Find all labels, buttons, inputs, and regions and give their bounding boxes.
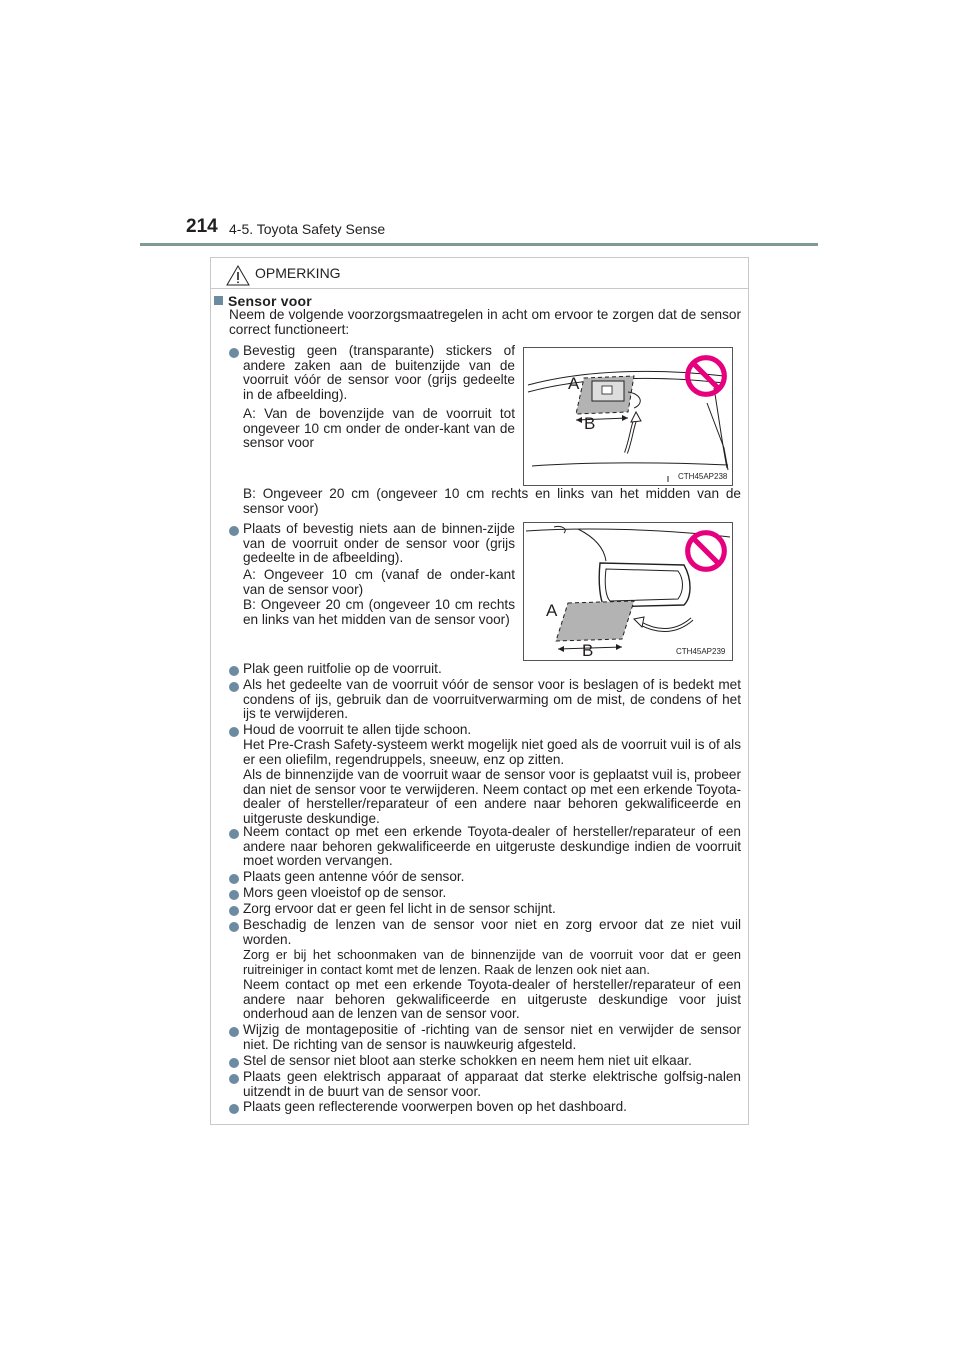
notice-title: OPMERKING — [255, 265, 341, 281]
bullet-dot — [229, 874, 239, 884]
bullet-text: Plaats geen antenne vóór de sensor. — [243, 869, 465, 884]
bullet-dot — [229, 1058, 239, 1068]
bullet-dot — [229, 1027, 239, 1037]
bullet-subtext: Neem contact op met een erkende Toyota-dealer of hersteller/reparateur of een andere naar behoren gekwalificeerde en uitgeruste deskundige voor juist onderhoud aan de lenzen van de sensor voor. — [243, 977, 741, 1022]
bullet-dot — [229, 906, 239, 916]
sensor-heading: Sensor voor — [228, 293, 312, 309]
bullet-dot — [229, 890, 239, 900]
bullet-sticker-b: B: Ongeveer 20 cm (ongeveer 10 cm rechts en links van het midden van de sensor voor) — [243, 486, 741, 516]
bullet-dot — [229, 1104, 239, 1114]
page-number: 214 — [186, 216, 218, 237]
prohibited-icon — [684, 529, 728, 573]
bullet-dot — [229, 526, 239, 536]
bullet-dot — [229, 1074, 239, 1084]
figure-code: CTH45AP239 — [676, 647, 726, 656]
bullet-inside-text: Plaats of bevestig niets aan de binnen-zijde van de voorruit onder de sensor voor (grijs gedeelte in de afbeelding). — [243, 521, 515, 566]
bullet-dot — [229, 682, 239, 692]
header-rule — [140, 243, 818, 246]
bullet-text: Plaats geen reflecterende voorwerpen boven op het dashboard. — [243, 1099, 627, 1114]
figure-label-a: A — [568, 374, 580, 393]
bullet-text: Plak geen ruitfolie op de voorruit. — [243, 661, 442, 676]
bullet-dot — [229, 829, 239, 839]
bullet-dot — [229, 666, 239, 676]
section-title: 4-5. Toyota Safety Sense — [229, 221, 386, 237]
notice-header — [211, 258, 748, 289]
bullet-dot — [229, 922, 239, 932]
figure-windshield-outside — [523, 347, 733, 486]
bullet-dot — [229, 348, 239, 358]
figure-label-b: B — [584, 414, 596, 433]
bullet-inside-b: B: Ongeveer 20 cm (ongeveer 10 cm rechts en links van het midden van de sensor voor) — [243, 597, 515, 627]
warning-icon — [226, 265, 250, 286]
notice-box — [210, 257, 749, 1125]
section-square-marker — [214, 296, 223, 305]
bullet-text: Plaats geen elektrisch apparaat of apparaat dat sterke elektrische golfsig-nalen uitzendt in de buurt van de sensor voor. — [243, 1069, 741, 1099]
figure-label-b: B — [582, 641, 594, 660]
figure-code: CTH45AP238 — [678, 472, 728, 481]
bullet-text: Wijzig de montagepositie of -richting van de sensor niet en verwijder de sensor niet. De richting van de sensor is nauwkeurig afgesteld. — [243, 1022, 741, 1052]
bullet-text: Beschadig de lenzen van de sensor voor niet en zorg ervoor dat ze niet vuil worden. — [243, 917, 741, 947]
bullet-dot — [229, 727, 239, 737]
bullet-subtext: Zorg er bij het schoonmaken van de binnenzijde van de voorruit voor dat er geen ruitreiniger in contact komt met de lenzen. Raak de lenzen ook niet aan. — [243, 947, 741, 977]
bullet-text: Neem contact op met een erkende Toyota-dealer of hersteller/reparateur of een andere naar behoren gekwalificeerde en uitgeruste deskundige indien de voorruit moet worden vervangen. — [243, 824, 741, 869]
bullet-text: Zorg ervoor dat er geen fel licht in de sensor schijnt. — [243, 901, 556, 916]
bullet-sticker-text: Bevestig geen (transparante) stickers of andere zaken aan de buitenzijde van de voorruit vóór de sensor voor (grijs gedeelte in de afbeelding). — [243, 343, 515, 402]
bullet-text: Mors geen vloeistof op de sensor. — [243, 885, 447, 900]
bullet-text: Houd de voorruit te allen tijde schoon. — [243, 722, 472, 737]
bullet-text: Stel de sensor niet bloot aan sterke schokken en neem hem niet uit elkaar. — [243, 1053, 692, 1068]
bullet-subtext: Het Pre-Crash Safety-systeem werkt mogelijk niet goed als de voorruit vuil is of als er een oliefilm, regendruppels, sneeuw, enz op zitten. — [243, 737, 741, 767]
prohibited-icon — [684, 354, 728, 398]
figure-windshield-inside — [523, 522, 733, 661]
bullet-text: Als het gedeelte van de voorruit vóór de sensor voor is beslagen of is bedekt met condens of ijs, gebruik dan de voorruitverwarming om de mist, de condens of het ijs te verwijderen. — [243, 677, 741, 722]
sensor-intro: Neem de volgende voorzorgsmaatregelen in acht om ervoor te zorgen dat de sensor correct functioneert: — [229, 307, 741, 337]
bullet-sticker-a: A: Van de bovenzijde van de voorruit tot ongeveer 10 cm onder de onder-kant van de sensor voor — [243, 406, 515, 451]
bullet-subtext: Als de binnenzijde van de voorruit waar de sensor voor is geplaatst vuil is, probeer dan niet de sensor voor te verwijderen. Neem contact op met een erkende Toyota-dealer of hersteller/reparateur of een andere naar behoren gekwalificeerde en uitgeruste deskundige. — [243, 767, 741, 826]
figure-label-a: A — [546, 601, 558, 620]
bullet-inside-a: A: Ongeveer 10 cm (vanaf de onder-kant van de sensor voor) — [243, 567, 515, 597]
